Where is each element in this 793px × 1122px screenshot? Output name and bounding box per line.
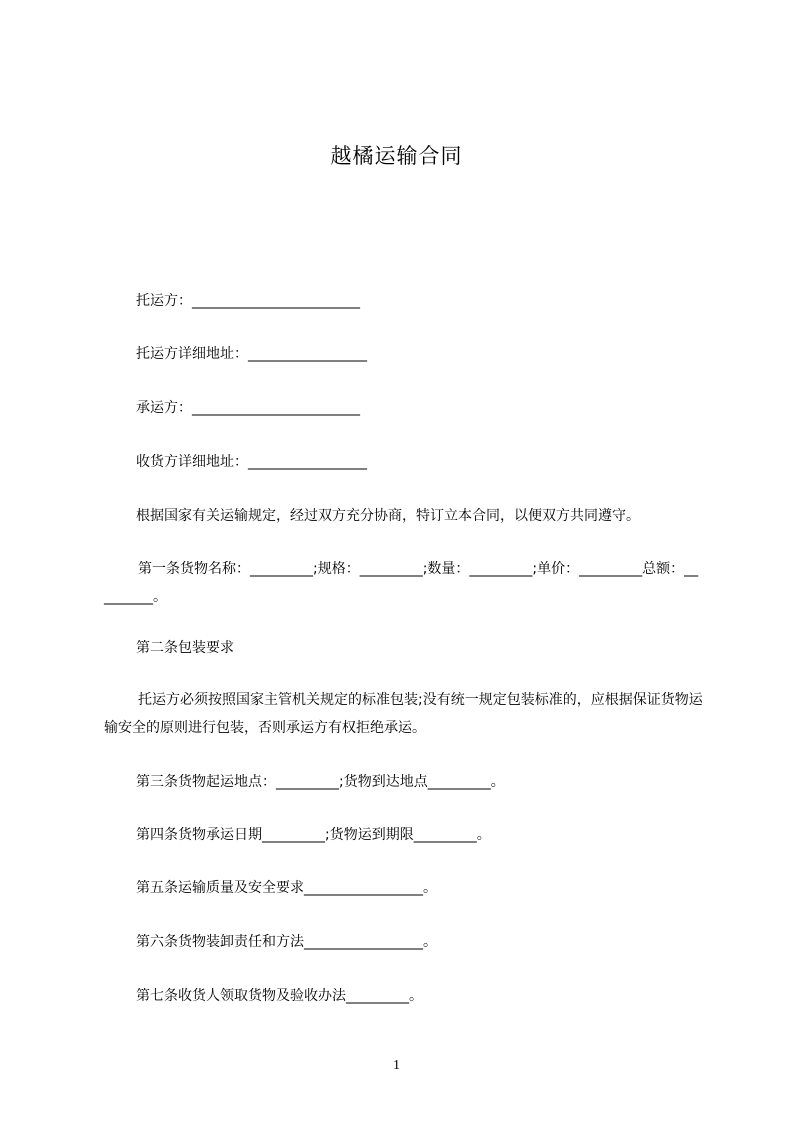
article-2-body: 托运方必须按照国家主管机关规定的标准包装;没有统一规定包装标准的，应根据保证货物运输安全的原则进行包装，否则承运方有权拒绝承运。 <box>104 692 703 736</box>
article-4: 第四条货物承运日期_________;货物运到期限_________。 <box>136 827 491 843</box>
preamble-paragraph: 根据国家有关运输规定，经过双方充分协商，特订立本合同，以便双方共同遵守。 <box>136 508 640 524</box>
carrier-line: 承运方：________________________ <box>136 400 360 416</box>
article-7: 第七条收货人领取货物及验收办法_________。 <box>136 988 423 1004</box>
shipper-line: 托运方：________________________ <box>136 293 360 309</box>
article-6: 第六条货物装卸责任和方法_________________。 <box>136 934 437 950</box>
article-2-heading: 第二条包装要求 <box>136 640 234 656</box>
article-5: 第五条运输质量及安全要求_________________。 <box>136 880 437 896</box>
document-title: 越橘运输合同 <box>330 144 463 168</box>
page-number: 1 <box>393 1058 400 1073</box>
article-1: 第一条货物名称：_________;规格：_________;数量：_________;单价：_________总额：_________。 <box>104 561 699 605</box>
shipper-address-line: 托运方详细地址：_________________ <box>136 346 367 362</box>
article-3: 第三条货物起运地点：_________;货物到达地点_________。 <box>136 774 505 790</box>
receiver-address-line: 收货方详细地址：_________________ <box>136 454 367 470</box>
